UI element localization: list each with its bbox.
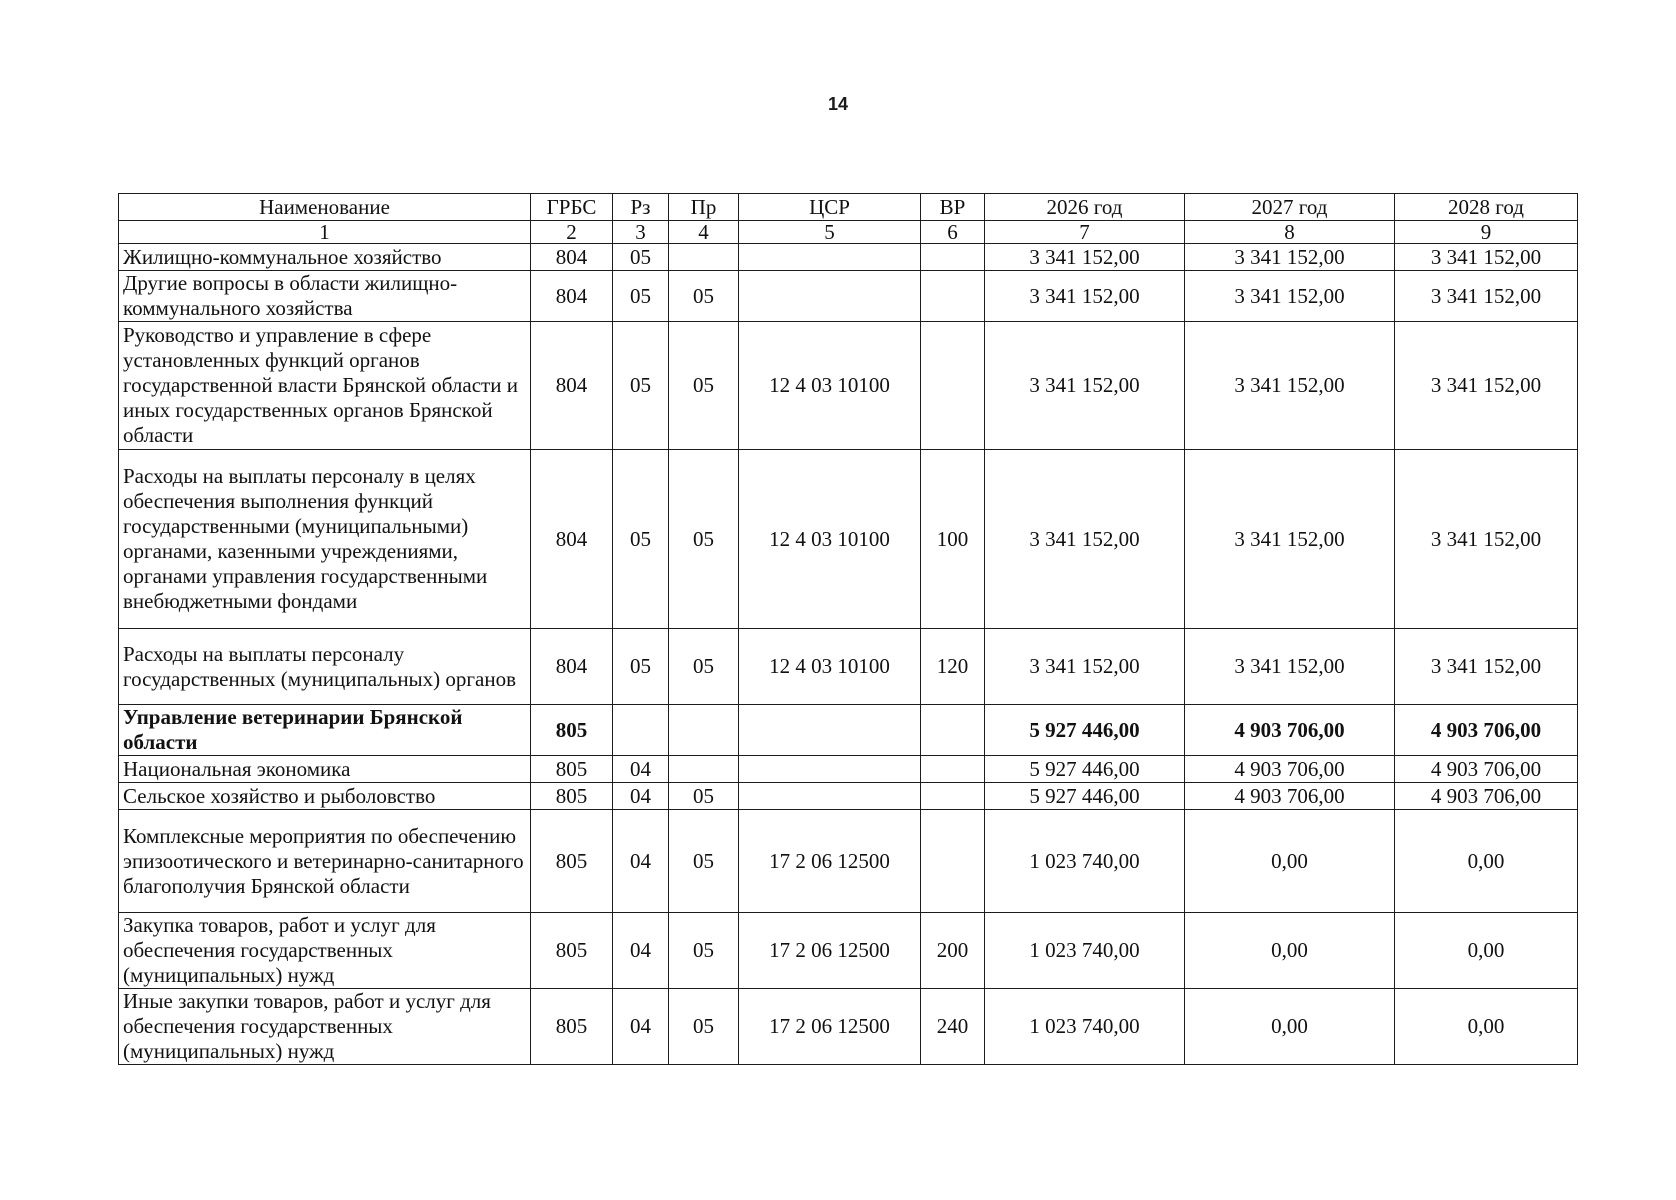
header-grbs: ГРБС	[531, 194, 613, 221]
row-2027: 0,00	[1185, 913, 1395, 989]
row-2028: 3 341 152,00	[1395, 629, 1578, 705]
row-csr: 12 4 03 10100	[739, 450, 921, 629]
column-number: 2	[531, 221, 613, 244]
row-grbs: 804	[531, 271, 613, 322]
row-2026: 5 927 446,00	[985, 756, 1185, 783]
header-rz: Рз	[613, 194, 669, 221]
column-number: 3	[613, 221, 669, 244]
table-row	[119, 629, 1578, 705]
table-row	[119, 450, 1578, 629]
row-pr	[669, 244, 739, 271]
row-vr	[921, 810, 985, 913]
row-grbs: 804	[531, 322, 613, 450]
row-rz: 05	[613, 450, 669, 629]
row-2028: 3 341 152,00	[1395, 322, 1578, 450]
row-pr: 05	[669, 810, 739, 913]
header-2027: 2027 год	[1185, 194, 1395, 221]
table-row-department	[119, 705, 1578, 756]
header-pr: Пр	[669, 194, 739, 221]
row-name: Национальная экономика	[119, 756, 531, 783]
row-csr: 12 4 03 10100	[739, 629, 921, 705]
row-grbs: 804	[531, 629, 613, 705]
header-row	[119, 194, 1578, 221]
row-2027: 4 903 706,00	[1185, 705, 1395, 756]
row-rz: 05	[613, 271, 669, 322]
row-csr	[739, 244, 921, 271]
row-rz: 05	[613, 629, 669, 705]
budget-table	[118, 193, 1578, 1065]
row-pr: 05	[669, 629, 739, 705]
row-csr: 17 2 06 12500	[739, 913, 921, 989]
row-name: Руководство и управление в сфере установленных функций органов государственной власти Брянской области и иных государственных органов Брянской области	[119, 322, 531, 450]
row-csr	[739, 705, 921, 756]
row-csr: 17 2 06 12500	[739, 810, 921, 913]
row-2026: 1 023 740,00	[985, 913, 1185, 989]
row-rz: 04	[613, 913, 669, 989]
row-name: Жилищно-коммунальное хозяйство	[119, 244, 531, 271]
row-name: Расходы на выплаты персоналу в целях обеспечения выполнения функций государственными (муниципальными) органами, казенными учреждениями, органами управления государственными внебюджетными фондами	[119, 450, 531, 629]
row-csr	[739, 271, 921, 322]
column-number: 6	[921, 221, 985, 244]
table-row	[119, 271, 1578, 322]
column-number-row	[119, 221, 1578, 244]
row-2028: 3 341 152,00	[1395, 450, 1578, 629]
header-2026: 2026 год	[985, 194, 1185, 221]
row-vr: 200	[921, 913, 985, 989]
table-row	[119, 989, 1578, 1065]
column-number: 4	[669, 221, 739, 244]
header-name: Наименование	[119, 194, 531, 221]
row-rz: 05	[613, 322, 669, 450]
row-pr: 05	[669, 989, 739, 1065]
row-csr	[739, 756, 921, 783]
row-2028: 3 341 152,00	[1395, 244, 1578, 271]
header-csr: ЦСР	[739, 194, 921, 221]
row-2026: 5 927 446,00	[985, 705, 1185, 756]
row-2026: 1 023 740,00	[985, 989, 1185, 1065]
row-2028: 0,00	[1395, 913, 1578, 989]
row-vr	[921, 244, 985, 271]
row-2027: 0,00	[1185, 810, 1395, 913]
column-number: 7	[985, 221, 1185, 244]
row-2026: 3 341 152,00	[985, 450, 1185, 629]
page-number: 14	[827, 94, 849, 114]
row-csr: 17 2 06 12500	[739, 989, 921, 1065]
row-grbs: 805	[531, 705, 613, 756]
row-2026: 5 927 446,00	[985, 783, 1185, 810]
row-vr: 240	[921, 989, 985, 1065]
row-2027: 3 341 152,00	[1185, 629, 1395, 705]
row-2026: 3 341 152,00	[985, 629, 1185, 705]
row-2027: 3 341 152,00	[1185, 244, 1395, 271]
row-name: Другие вопросы в области жилищно-коммунального хозяйства	[119, 271, 531, 322]
row-vr: 120	[921, 629, 985, 705]
row-2026: 3 341 152,00	[985, 271, 1185, 322]
row-grbs: 805	[531, 783, 613, 810]
row-2027: 3 341 152,00	[1185, 271, 1395, 322]
row-2027: 3 341 152,00	[1185, 322, 1395, 450]
row-vr	[921, 705, 985, 756]
row-2027: 4 903 706,00	[1185, 783, 1395, 810]
row-name: Сельское хозяйство и рыболовство	[119, 783, 531, 810]
row-2026: 3 341 152,00	[985, 322, 1185, 450]
row-vr	[921, 271, 985, 322]
row-2026: 1 023 740,00	[985, 810, 1185, 913]
table-row	[119, 783, 1578, 810]
table-row	[119, 913, 1578, 989]
header-vr: ВР	[921, 194, 985, 221]
row-vr: 100	[921, 450, 985, 629]
row-rz: 05	[613, 244, 669, 271]
row-2026: 3 341 152,00	[985, 244, 1185, 271]
row-2027: 3 341 152,00	[1185, 450, 1395, 629]
row-name: Комплексные мероприятия по обеспечению эпизоотического и ветеринарно-санитарного благополучия Брянской области	[119, 810, 531, 913]
row-grbs: 804	[531, 450, 613, 629]
row-2028: 3 341 152,00	[1395, 271, 1578, 322]
row-2028: 0,00	[1395, 989, 1578, 1065]
row-2027: 0,00	[1185, 989, 1395, 1065]
row-vr	[921, 322, 985, 450]
row-rz: 04	[613, 783, 669, 810]
column-number: 1	[119, 221, 531, 244]
row-name: Управление ветеринарии Брянской области	[119, 705, 531, 756]
row-csr: 12 4 03 10100	[739, 322, 921, 450]
row-2028: 0,00	[1395, 810, 1578, 913]
row-grbs: 805	[531, 756, 613, 783]
row-pr: 05	[669, 913, 739, 989]
table-row	[119, 810, 1578, 913]
column-number: 9	[1395, 221, 1578, 244]
row-2028: 4 903 706,00	[1395, 756, 1578, 783]
column-number: 5	[739, 221, 921, 244]
row-name: Закупка товаров, работ и услуг для обеспечения государственных (муниципальных) нужд	[119, 913, 531, 989]
row-pr: 05	[669, 322, 739, 450]
row-2028: 4 903 706,00	[1395, 705, 1578, 756]
table-row	[119, 756, 1578, 783]
column-number: 8	[1185, 221, 1395, 244]
row-2027: 4 903 706,00	[1185, 756, 1395, 783]
row-name: Расходы на выплаты персоналу государственных (муниципальных) органов	[119, 629, 531, 705]
table-row	[119, 244, 1578, 271]
row-rz: 04	[613, 810, 669, 913]
row-rz: 04	[613, 756, 669, 783]
row-grbs: 805	[531, 913, 613, 989]
row-pr: 05	[669, 783, 739, 810]
row-rz: 04	[613, 989, 669, 1065]
row-pr	[669, 756, 739, 783]
row-grbs: 804	[531, 244, 613, 271]
row-grbs: 805	[531, 810, 613, 913]
row-vr	[921, 783, 985, 810]
row-2028: 4 903 706,00	[1395, 783, 1578, 810]
row-rz	[613, 705, 669, 756]
row-pr: 05	[669, 271, 739, 322]
row-pr	[669, 705, 739, 756]
row-name: Иные закупки товаров, работ и услуг для обеспечения государственных (муниципальных) нужд	[119, 989, 531, 1065]
row-csr	[739, 783, 921, 810]
row-vr	[921, 756, 985, 783]
header-2028: 2028 год	[1395, 194, 1578, 221]
table-row	[119, 322, 1578, 450]
row-grbs: 805	[531, 989, 613, 1065]
row-pr: 05	[669, 450, 739, 629]
